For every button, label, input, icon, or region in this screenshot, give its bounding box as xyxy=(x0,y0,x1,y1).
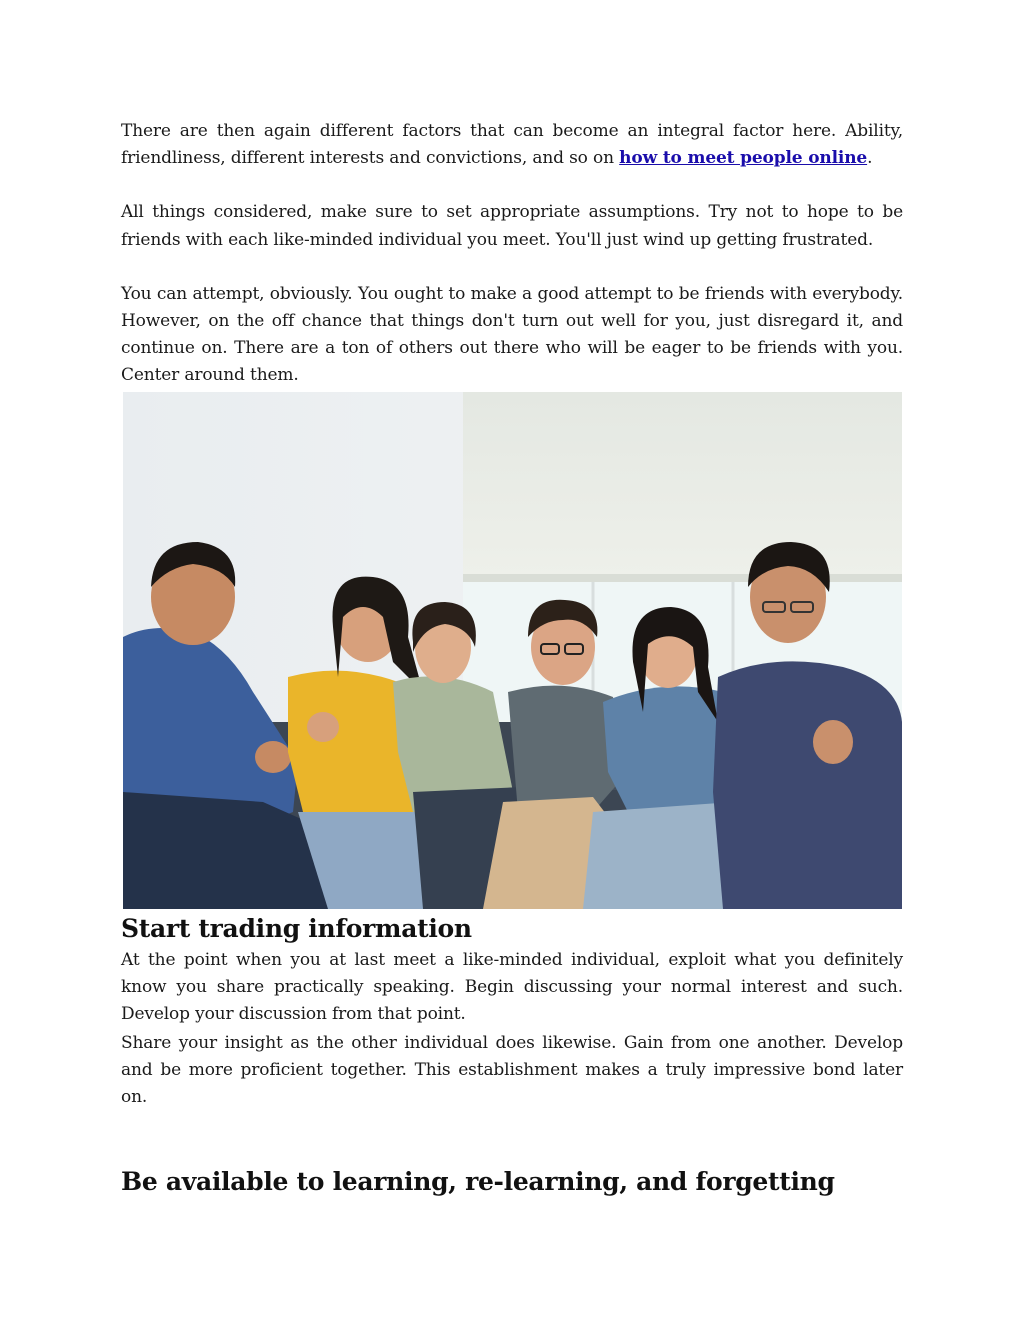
section-be-available xyxy=(121,1164,903,1200)
friends-photo-illustration xyxy=(123,392,902,909)
friends-group-photo xyxy=(123,392,902,909)
meet-people-online-link[interactable]: how to meet people online xyxy=(619,148,868,169)
intro-paragraph-1 xyxy=(121,118,903,172)
section1-paragraph-2: Share your insight as the other individual does likewise. Gain from one another. Develop and be more proficient together. This establishment makes a truly impressive bond later on. xyxy=(121,1032,903,1108)
intro-paragraph-1-end: . xyxy=(867,148,873,169)
intro-paragraph-1-text: There are then again different factors that can become an integral factor here. Ability, friendliness, different interests and convictions, and so on xyxy=(121,121,903,169)
section1-paragraph-1: At the point when you at last meet a like-minded individual, exploit what you definitely know you share practically speaking. Begin discussing your normal interest and such. Develop your discussion from that point. xyxy=(121,950,903,1025)
section-start-trading xyxy=(121,912,903,1111)
intro-block xyxy=(121,118,903,390)
section-heading-start-trading: Start trading information xyxy=(121,914,472,943)
section-heading-be-available: Be available to learning, re-learning, and forgetting xyxy=(121,1167,835,1196)
intro-paragraph-2: All things considered, make sure to set appropriate assumptions. Try not to hope to be friends with each like-minded individual you meet. You'll just wind up getting frustrated. xyxy=(121,202,903,250)
intro-paragraph-3: You can attempt, obviously. You ought to make a good attempt to be friends with everybody. However, on the off chance that things don't turn out well for you, just disregard it, and continue on. There are a ton of others out there who will be eager to be friends with you. Center around them. xyxy=(121,283,903,386)
